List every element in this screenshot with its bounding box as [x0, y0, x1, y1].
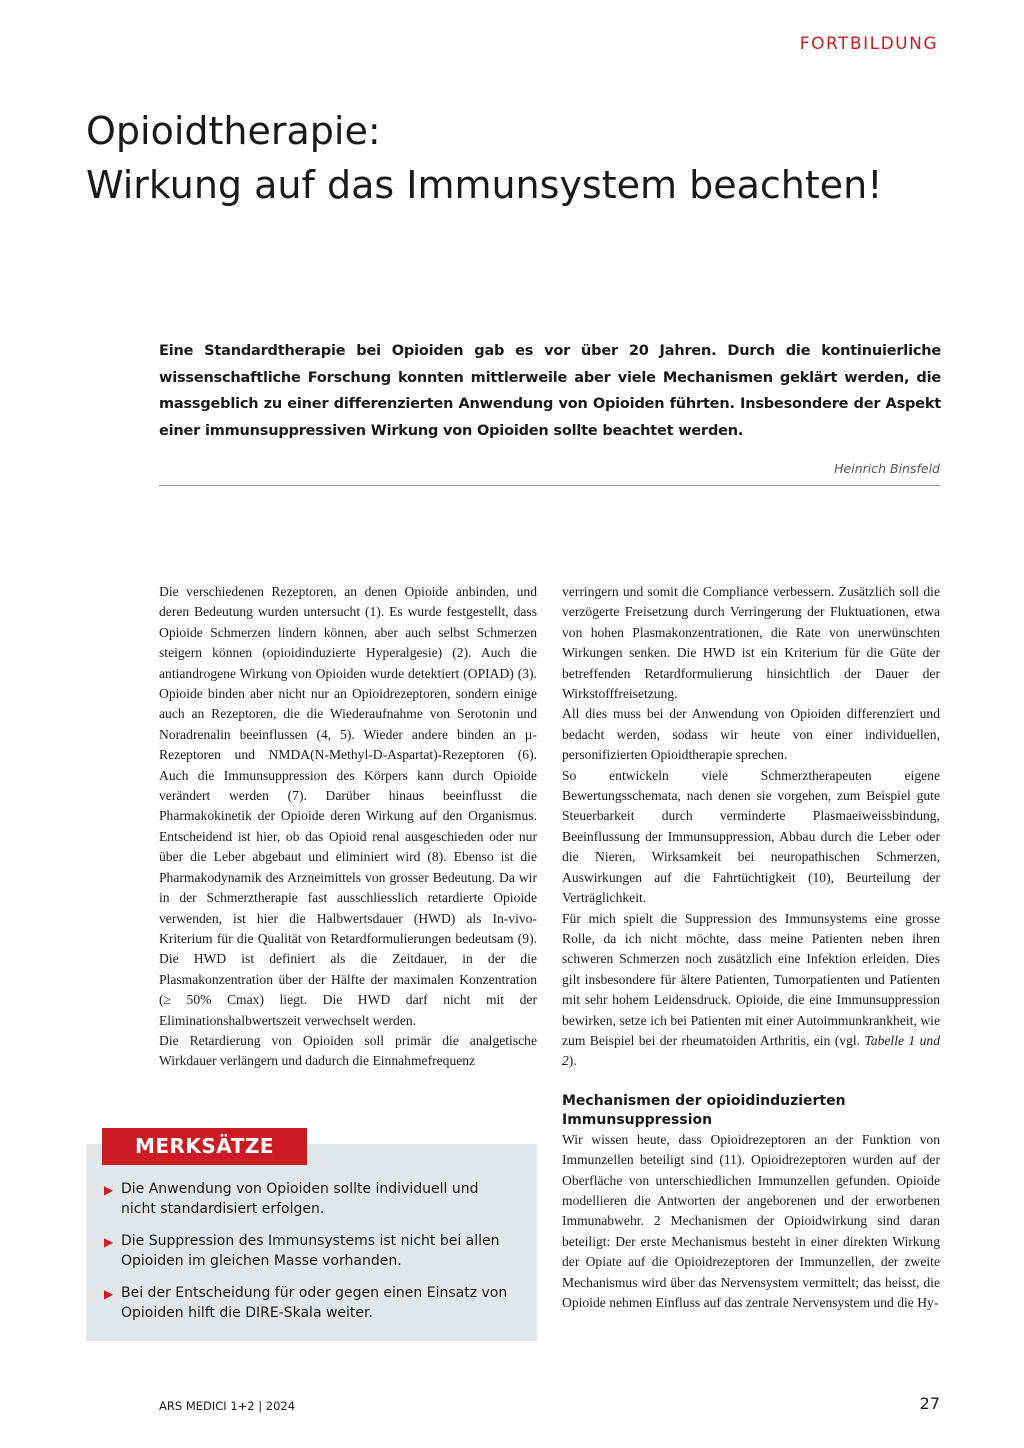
page-number: 27	[919, 1394, 940, 1413]
table-reference: Tabelle 1 und 2	[562, 1032, 940, 1069]
paragraph-end: ).	[568, 1053, 577, 1069]
key-point-text: Die Anwendung von Opioiden sollte individuell und nicht standardisiert erfolgen.	[121, 1181, 479, 1217]
key-point-text: Die Suppression des Immunsystems ist nicht bei allen Opioiden im gleichen Masse vorhanden.	[121, 1233, 500, 1269]
section-subheading: Mechanismen der opioidinduzierten Immunsuppression	[562, 1092, 846, 1128]
key-point-text: Bei der Entscheidung für oder gegen einen Einsatz von Opioiden hilft die DIRE-Skala weiter.	[121, 1285, 508, 1321]
body-paragraph: Die Retardierung von Opioiden soll primär die analgetische Wirkdauer verlängern und dadurch die Einnahmefrequenz	[159, 1032, 537, 1069]
key-points-list	[104, 1179, 516, 1335]
body-column-right	[562, 582, 940, 1313]
title-line-1: Opioidtherapie:	[86, 109, 381, 153]
body-paragraph: So entwickeln viele Schmerztherapeuten eigene Bewertungsschemata, nach denen sie vorgehen, zum Beispiel gute Steuerbarkeit durch verminderte Plasmaeiweissbindung, Beeinflussung der Immunsuppression, Abbau durch die Leber oder die Nieren, Wirksamkeit bei neuropathischen Schmerzen, Auswirkungen auf die Fahrtüchtigkeit (10), Beurteilung der Verträglichkeit.	[562, 767, 940, 906]
body-paragraph: Die verschiedenen Rezeptoren, an denen Opioide anbinden, und deren Bedeutung wurden untersucht (1). Es wurde festgestellt, dass Opioide Schmerzen lindern können, aber auch selbst Schmerzen steigern können (opioidinduzierte Hyperalgesie) (2). Auch die antiandrogene Wirkung von Opioiden wurde detektiert (OPIAD) (3). Opioide binden aber nicht nur an Opioidrezeptoren, sondern einige auch an Rezeptoren, die die Wiederaufnahme von Serotonin und Noradrenalin beeinflussen (4, 5). Wieder andere binden an µ-Rezeptoren und NMDA(N-Methyl-D-Aspartat)-Rezeptoren (6). Auch die Immunsuppression des Körpers kann durch Opioide verändert werden (7). Darüber hinaus beeinflusst die Pharmakokinetik der Opioide deren Wirkung auf den Organismus. Entscheidend ist hier, ob das Opioid renal ausgeschieden oder nur über die Leber abgebaut und eliminiert wird (8). Ebenso ist die Pharmakodynamik des Arzneimittels von grosser Bedeutung. Da wir in der Schmerztherapie fast ausschliesslich retardierte Opioide verwenden, ist hier die Halbwertsdauer (HWD) als In-vivo-Kriterium für die Qualität von Retardformulierungen bedeutsam (9). Die HWD ist definiert als die Zeitdauer, in der die Plasmakonzentration über der Hälfte der maximalen Konzentration (≥ 50% Cmax) liegt. Die HWD darf nicht mit der Eliminationshalbwertszeit verwechselt werden.	[159, 584, 537, 1028]
journal-footer: ARS MEDICI 1+2 | 2024	[159, 1399, 296, 1413]
key-point-item	[104, 1179, 516, 1219]
key-points-title: MERKSÄTZE	[102, 1128, 307, 1165]
body-column-left	[159, 582, 537, 1072]
section-label: FORTBILDUNG	[799, 34, 938, 54]
body-paragraph	[562, 909, 940, 1072]
author-name: Heinrich Binsfeld	[834, 461, 940, 476]
body-paragraph: All dies muss bei der Anwendung von Opioiden differenziert und bedacht werden, sodass wir heute von einer individuellen, personifizierten Opioidtherapie sprechen.	[562, 706, 940, 763]
lead-paragraph: Eine Standardtherapie bei Opioiden gab es vor über 20 Jahren. Durch die kontinuierliche wissenschaftliche Forschung konnten mittlerweile aber viele Mechanismen geklärt werden, die massgeblich zu einer differenzierten Anwendung von Opioiden führten. Insbesondere der Aspekt einer immunsuppressiven Wirkung von Opioiden sollte beachtet werden.	[159, 343, 941, 439]
body-paragraph: verringern und somit die Compliance verbessern. Zusätzlich soll die verzögerte Freisetzung durch Verringerung der Fluktuationen, etwa von hohen Plasmakonzentrationen, die Rate von unerwünschten Wirkungen senken. Die HWD ist ein Kriterium für die Güte der betreffenden Retardformulierung hinsichtlich der Dauer der Wirkstofffreisetzung.	[562, 584, 940, 702]
triangle-bullet-icon: ▶	[104, 1287, 114, 1301]
triangle-bullet-icon: ▶	[104, 1183, 114, 1197]
triangle-bullet-icon: ▶	[104, 1235, 114, 1249]
paragraph-text: Für mich spielt die Suppression des Immunsystems eine grosse Rolle, da ich nicht möchte, dass meine Patienten neben ihren schweren Schmerzen noch zusätzlich eine Infektion erleiden. Dies gilt insbesondere für ältere Patienten, Tumorpatienten und Patienten mit sehr hohem Leidensdruck. Opioide, die eine Immunsuppression bewirken, setze ich bei Patienten mit einer Autoimmunkrankheit, wie zum Beispiel bei der rheumatoiden Arthritis, ein (vgl.	[562, 910, 940, 1048]
body-paragraph: Wir wissen heute, dass Opioidrezeptoren an der Funktion von Immunzellen beteiligt sind (11). Opioidrezeptoren wurden auf der Oberfläche von unterschiedlichen Immunzellen gefunden. Opioide modellieren die Antworten der angeborenen und der erworbenen Immunabwehr. 2 Mechanismen der Opioidwirkung sind daran beteiligt: Der erste Mechanismus besteht in einer direkten Wirkung der Opiate auf die Opioidrezeptoren der Immunzellen, der zweite Mechanismus wird über das Nervensystem vermittelt; das heisst, die Opioide nehmen Einfluss auf das zentrale Nervensystem und die Hy-	[562, 1131, 940, 1310]
key-point-item	[104, 1283, 516, 1323]
divider-rule	[159, 485, 940, 486]
article-title	[86, 104, 946, 212]
key-point-item	[104, 1231, 516, 1271]
title-line-2: Wirkung auf das Immunsystem beachten!	[86, 163, 883, 207]
